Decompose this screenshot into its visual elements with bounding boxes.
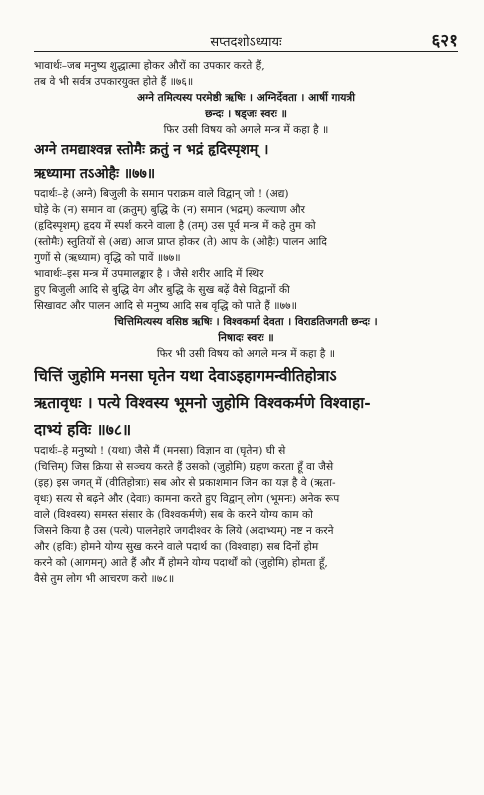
text-line: करने को (आगमन्) आते हैं और मैं होमने योग्य पदार्थों को (जुहोमि) होमता हूँ, xyxy=(34,557,328,569)
text-line: तब वे भी सर्वत्र उपकारयुक्त होते हैं ॥७६॥ xyxy=(34,76,194,88)
text-line: भावार्थः–जब मनुष्य शुद्धात्मा होकर औरों का उपकार करते हैं, xyxy=(34,60,265,72)
text-line: और (हविः) होमने योग्य सुख करने वाले पदार्थ का (विश्वाहा) सब दिनों होम xyxy=(34,541,319,553)
text-line: निषादः स्वरः ॥ xyxy=(218,332,274,344)
mantra-line: अग्ने तमद्याश्वन्न स्तोमैः क्रतुं न भद्रं हृदिस्पृशम् । xyxy=(34,142,269,158)
text-line: हुए बिजुली आदि से बुद्धि वेग और बुद्धि के सुख बढ़ें वैसे विद्वानों की xyxy=(34,284,290,296)
text-line: घोड़े के (न) समान वा (क्रतुम्) बुद्धि के (न) समान (भद्रम्) कल्याण और xyxy=(34,204,305,216)
page-number: ६२१ xyxy=(431,31,458,51)
text-line: सिखावट और पालन आदि से मनुष्य आदि सब वृद्धि को पाते हैं ॥७७॥ xyxy=(34,300,297,312)
text-line: चित्तिमित्यस्य वसिष्ठ ऋषिः । विश्वकर्मा देवता । विराडतिजगती छन्दः । xyxy=(114,316,378,328)
text-line: (हृदिस्पृशम्) हृदय में स्पर्श करने वाला है (तम्) उस पूर्व मन्त्र में कहे तुम को xyxy=(34,220,316,232)
text-line: (इह) इस जगत् में (वीतिहोत्राः) सब ओर से प्रकाशमान जिन का यज्ञ है वे (ऋता- xyxy=(34,477,336,489)
mantra-line: चित्तिं जुहोमि मनसा घृतेन यथा देवाऽइहागमन्वीतिहोत्राऽ xyxy=(34,366,337,385)
mantra-line: ऋध्यामा तऽओहैः ॥७७॥ xyxy=(34,166,156,182)
text-line: पदार्थः–हे (अग्ने) बिजुली के समान पराक्रम वाले विद्वान् जो ! (अद्य) xyxy=(34,188,289,200)
text-line: वैसे तुम लोग भी आचरण करो ॥७८॥ xyxy=(34,573,175,585)
chapter-title: सप्तदशोऽध्यायः xyxy=(210,35,282,50)
page-body xyxy=(34,58,458,587)
text-line: (स्तोमैः) स्तुतियों से (अद्य) आज प्राप्त होकर (ते) आप के (ओहैः) पालन आदि xyxy=(34,236,327,248)
text-line: फिर भी उसी विषय को अगले मन्त्र में कहा है ॥ xyxy=(156,348,336,360)
header-rule xyxy=(34,51,458,52)
mantra-line: दाभ्यं हविः ॥७८॥ xyxy=(34,420,132,439)
page xyxy=(34,28,458,587)
page-header xyxy=(34,28,458,51)
text-line: फिर उसी विषय को अगले मन्त्र में कहा है ॥ xyxy=(163,124,329,136)
text-line: अग्ने तमित्यस्य परमेष्ठी ऋषिः । अग्निर्देवता । आर्षी गायत्री xyxy=(137,92,355,104)
text-line: गुणों से (ऋध्याम) वृद्धि को पावें ॥७७॥ xyxy=(34,252,181,264)
text-line: वाले (विश्वस्य) समस्त संसार के (विश्वकर्मणे) सब के करने योग्य काम को xyxy=(34,509,313,521)
text-line: छन्दः । षड्जः स्वरः ॥ xyxy=(205,108,287,120)
text-line: पदार्थः–हे मनुष्यो ! (यथा) जैसे मैं (मनसा) विज्ञान वा (घृतेन) घी से xyxy=(34,445,286,457)
text-line: जिसने किया है उस (पत्ये) पालनेहारे जगदीश्वर के लिये (अदाभ्यम्) नष्ट न करने xyxy=(34,525,334,537)
text-line: (चित्तिम्) जिस क्रिया से सञ्चय करते हैं उसको (जुहोमि) ग्रहण करता हूँ वा जैसे xyxy=(34,461,334,473)
mantra-line: ऋतावृधः । पत्ये विश्वस्य भूमनो जुहोमि विश्वकर्मणे विश्वाहा- xyxy=(34,393,371,412)
text-line: भावार्थः–इस मन्त्र में उपमालङ्कार है । जैसे शरीर आदि में स्थिर xyxy=(34,268,264,280)
text-line: वृधः) सत्य से बढ़ने और (देवाः) कामना करते हुए विद्वान् लोग (भूमनः) अनेक रूप xyxy=(34,493,340,505)
